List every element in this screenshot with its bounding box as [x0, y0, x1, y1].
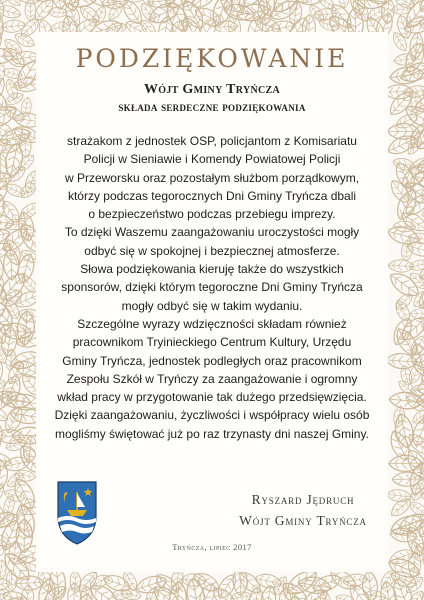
- leaf-icon: [401, 178, 424, 209]
- signature-name: Ryszard Jędruch: [251, 492, 355, 507]
- content-panel: [36, 32, 388, 572]
- text-line: o bezpieczeństwo podczas przebiegu imprezy.: [88, 207, 336, 222]
- leaf-icon: [361, 571, 378, 600]
- leaf-icon: [3, 181, 27, 199]
- leaf-icon: [364, 589, 387, 600]
- text-line: Gminy Tryńcza, jednostek podległych oraz pracownikom: [62, 353, 362, 368]
- leaf-icon: [11, 50, 39, 67]
- text-line: Zespołu Szkół w Tryńczy za zaangażowanie i ogromny: [66, 371, 358, 386]
- leaf-icon: [0, 192, 4, 221]
- text-line: odbyć się w spokojnej i bezpiecznej atmosferze.: [84, 243, 340, 258]
- text-line: wkład pracy w przygotowanie tak dużego przedsięwzięcia.: [57, 390, 367, 405]
- leaf-icon: [51, 0, 67, 10]
- text-line: pracownikom Tryinieckiego Centrum Kultury, Urzędu: [72, 335, 352, 350]
- place-date: Tryńcza, lipiec 2017: [172, 542, 252, 552]
- leaf-icon: [75, 569, 101, 596]
- leaf-icon: [25, 0, 36, 21]
- leaf-icon: [48, 7, 68, 17]
- leaf-icon: [188, 0, 221, 12]
- leaf-icon: [0, 75, 9, 106]
- text-line: mogły odbyć się w takim wydaniu.: [121, 298, 303, 313]
- thank-you-text: [40, 132, 384, 443]
- leaf-icon: [392, 472, 421, 486]
- leaf-icon: [386, 268, 423, 301]
- text-line: Słowa podziękowania kieruję także do wszystkich: [80, 262, 344, 277]
- text-line: którzy podczas tegorocznych Dni Gminy Tryńcza dbali: [67, 188, 357, 203]
- text-line: w Przeworsku oraz pozostałym służbom porządkowym,: [64, 170, 360, 185]
- leaf-icon: [398, 58, 424, 85]
- subtitle-thanks: składa serdeczne podziękowania: [118, 100, 306, 114]
- leaf-icon: [67, 583, 80, 600]
- leaf-icon: [2, 455, 31, 473]
- leaf-icon: [248, 586, 265, 600]
- signature-role: Wójt Gminy Tryńcza: [239, 513, 367, 528]
- text-line: Dzięki zaangażowaniu, życzliwości i współpracy wielu osób: [54, 408, 370, 423]
- leaf-icon: [2, 404, 26, 436]
- coat-of-arms-icon: [54, 478, 100, 546]
- text-line: To dzięki Waszemu zaangażowaniu uroczystości mogły: [64, 225, 360, 240]
- text-line: Szczególne wyrazy wdzięczności składam również: [77, 316, 347, 331]
- leaf-icon: [386, 488, 411, 502]
- text-line: sponsorów, dzięki którym tegoroczne Dni Gminy Tryńcza: [61, 280, 363, 295]
- leaf-icon: [0, 19, 26, 34]
- leaf-icon: [0, 48, 14, 64]
- leaf-icon: [20, 96, 32, 117]
- leaf-icon: [385, 132, 419, 158]
- leaf-icon: [0, 329, 1, 352]
- leaf-icon: [406, 362, 424, 386]
- leaf-icon: [401, 239, 413, 261]
- text-line: strażakom z jednostek OSP, policjantom z Komisariatu: [67, 134, 357, 148]
- leaf-icon: [405, 588, 424, 600]
- subtitle-mayor: Wójt Gminy Tryńcza: [143, 82, 281, 97]
- page-title: PODZIĘKOWANIE: [75, 44, 349, 73]
- leaf-icon: [191, 569, 222, 595]
- leaf-icon: [338, 0, 349, 8]
- text-line: Policji w Sieniawie i Komendy Powiatowej Policji: [83, 152, 341, 167]
- signature-block: [222, 492, 384, 529]
- text-line: mogliśmy świętować już po raz trzynasty dni naszej Gminy.: [55, 426, 369, 441]
